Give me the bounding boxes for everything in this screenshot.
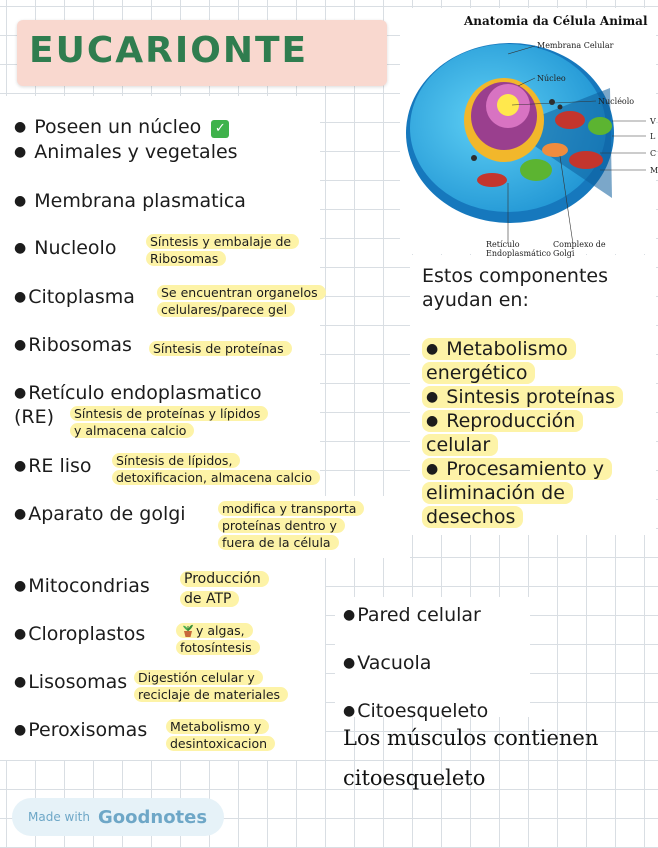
bullet-icon: ● [14,506,27,522]
note-nucleolo: Síntesis y embalaje de Ribosomas [146,233,299,267]
bullet-icon: ● [14,289,27,305]
bullet-icon: ● [14,722,27,738]
right-bullet-sintesis: ● Sintesis proteínas [422,385,623,409]
label-cut-m: M [650,166,658,175]
goodnotes-badge[interactable] [12,798,224,836]
list-item-label: RE liso [28,455,92,477]
bullet-icon: ● [14,337,27,353]
bullet-icon: ● [426,341,439,357]
list-item-golgi [14,503,186,525]
plant-item-vacuola: ● Vacuola [343,652,432,674]
title-box [17,20,387,86]
list-item-label: Nucleolo [34,237,117,259]
bullet-icon: ● [14,193,27,209]
page-title: EUCARIONTE [29,30,309,71]
note-re-liso: Síntesis de lípidos, detoxificacion, almacena calcio [112,452,320,486]
label-cut-c: C [650,149,657,158]
list-item-label: Cloroplastos [28,623,146,645]
bullet-icon: ● [14,119,27,135]
list-item-label: Lisosomas [28,671,128,693]
list-item-mitocondrias [14,575,150,597]
label-golgi: Complexo de [553,240,606,249]
bullet-icon: ● [14,458,27,474]
list-item-membrana [14,190,246,212]
right-heading: Estos componentes ayudan en: [422,265,608,311]
list-item-cloroplastos [14,623,145,645]
list-item-peroxisomas [14,719,147,741]
note-lisosomas: Digestión celular y reciclaje de materiales [134,669,288,703]
label-reticulo: Retículo [486,240,520,249]
note-golgi: modifica y transporta proteínas dentro y fuera de la célula [218,500,364,551]
right-bullet-metabolismo: ● Metabolismo energético [422,337,576,385]
bullet-icon: ● [343,607,356,623]
diagram-title: Anatomia da Célula Animal [464,14,648,28]
label-membrana: Membrana Celular [537,41,614,50]
bullet-icon: ● [343,655,356,671]
badge-made-with: Made with [28,810,90,824]
check-mark-icon: ✓ [211,120,229,138]
bullet-icon: ● [14,240,27,256]
note-reticulo: Síntesis de proteínas y lípidos y almacena calcio [70,405,268,439]
list-item-re-liso [14,455,92,477]
list-item-reticulo: ● Retículo endoplasmatico (RE) [14,382,262,428]
label-nucleolo: Nucléolo [598,97,635,106]
list-item-label: Membrana plasmatica [34,190,246,212]
bullet-icon: ● [14,144,27,160]
handwritten-note: Los músculos contienen citoesqueleto [343,726,599,790]
goodnotes-logo: Goodnotes [97,806,208,828]
note-ribosomas: Síntesis de proteínas [149,340,292,357]
list-item-label: Citoplasma [28,286,135,308]
list-item-label: Ribosomas [28,334,132,356]
cell-diagram [400,8,656,254]
right-bullet-reproduccion: ● Reproducción celular [422,409,583,457]
list-item-label: Peroxisomas [28,719,148,741]
bullet-icon: ● [14,674,27,690]
note-citoplasma: Se encuentran organelos celulares/parece gel [157,284,326,318]
bullet-icon: ● [426,461,439,477]
bullet-icon: ● [426,413,439,429]
label-nucleo: Núcleo [537,74,566,83]
list-item-ribosomas [14,334,132,356]
label-cut-v: V [650,117,656,126]
list-item-label: Mitocondrias [28,575,150,597]
bullet-icon: ● [343,703,356,719]
plant-item-pared: ● Pared celular [343,604,481,626]
list-item-label: Animales y vegetales [34,141,238,163]
note-cloroplastos: y algas, fotosíntesis [176,622,260,656]
list-item-nucleo [14,116,229,138]
note-mitocondrias: Producción de ATP [180,569,269,609]
potted-plant-icon [180,622,196,638]
animal-cell-illustration [400,8,656,254]
list-item-lisosomas [14,671,127,693]
bullet-icon: ● [14,578,27,594]
plant-item-citoesqueleto: ● Citoesqueleto [343,700,489,722]
list-item-label: Poseen un núcleo [34,116,202,138]
list-item-citoplasma [14,286,135,308]
bullet-icon: ● [426,389,439,405]
bullet-icon: ● [14,385,27,401]
list-item-nucleolo [14,237,116,259]
right-bullet-procesamiento: ● Procesamiento y eliminación de desechos [422,457,612,529]
list-item-label: Aparato de golgi [28,503,186,525]
bullet-icon: ● [14,626,27,642]
label-cut-l: L [650,132,656,141]
note-peroxisomas: Metabolismo y desintoxicacion [166,718,275,752]
list-item-animales [14,141,238,163]
